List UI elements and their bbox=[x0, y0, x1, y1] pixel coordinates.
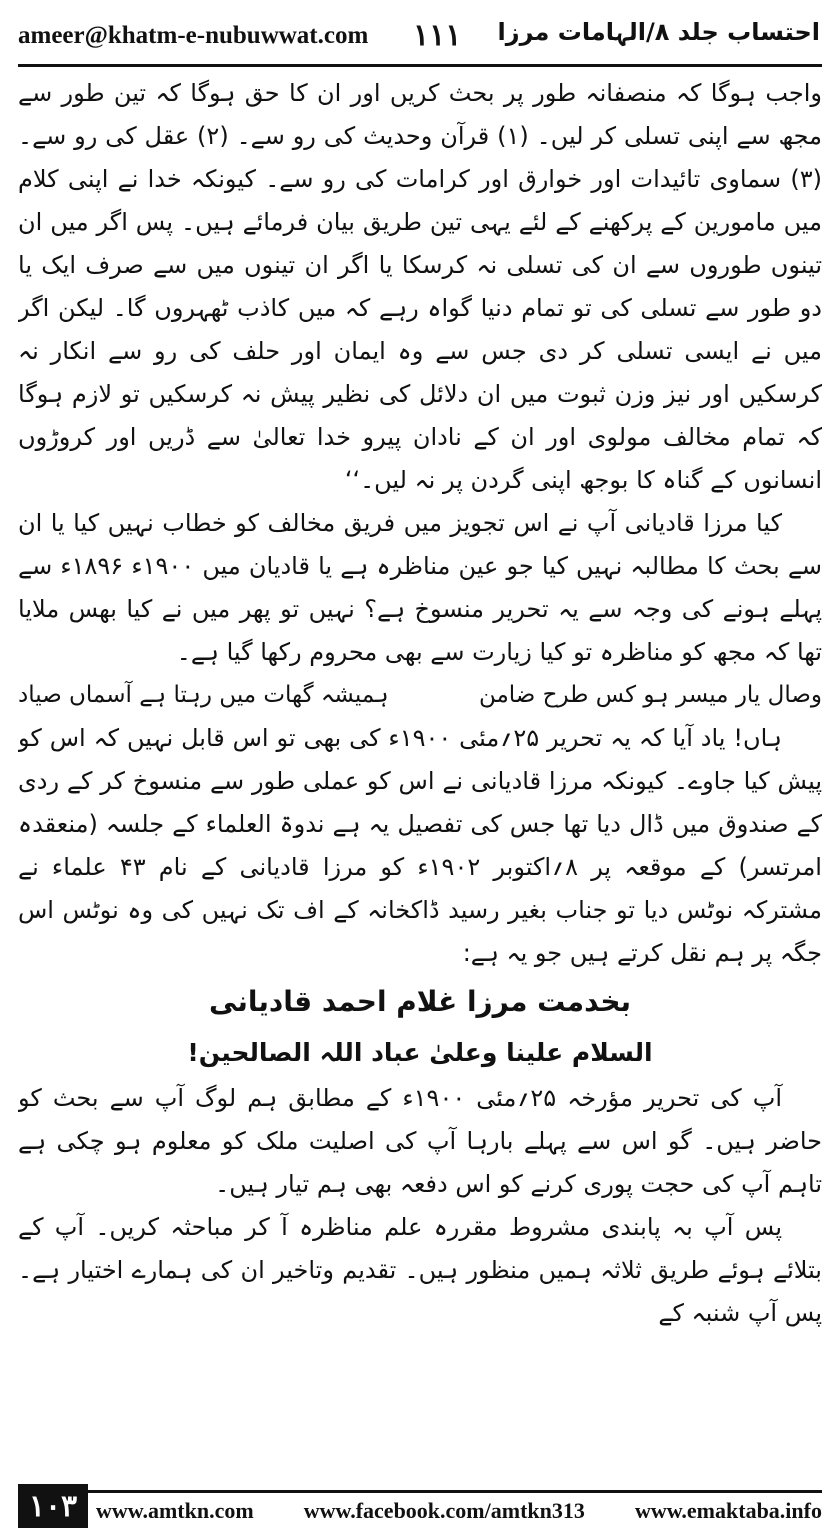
paragraph-3: ہاں! یاد آیا کہ یہ تحریر ۲۵؍مئی ۱۹۰۰ء کی بھی تو اس قابل نہیں کہ اس کو پیش کیا جاوے۔ کیونکہ مرزا قادیانی نے اس کو عملی طور سے منسوخ کر کے ردی کے صندوق میں ڈال دیا تھا جس کی تفصیل یہ ہے ندوۃ العلماء کے جلسہ (منعقدہ امرتسر) کے موقعہ پر ۸؍اکتوبر ۱۹۰۲ء کو مرزا قادیانی کے نام ۴۳ علماء نے مشترکہ نوٹس دیا تو جناب بغیر رسید ڈاکخانہ کے اف تک نہیں کی وہ نوٹس اس جگہ پر ہم نقل کرتے ہیں جو یہ ہے: bbox=[18, 724, 822, 967]
paragraph-5: پس آپ بہ پابندی مشروط مقررہ علم مناظرہ آ کر مباحثہ کریں۔ آپ کے بتلائے ہوئے طریق ثلاثہ ہمیں منظور ہیں۔ تقدیم وتاخیر ان کی ہمارے اختیار ہے۔ پس آپ شنبہ کے bbox=[18, 1213, 822, 1327]
page-footer bbox=[0, 1478, 840, 1540]
header-title: احتساب جلد ۸/الہامات مرزا bbox=[497, 18, 820, 46]
header-page-marker: ۱۱۱ bbox=[413, 19, 462, 52]
page-header bbox=[0, 0, 840, 70]
paragraph-1: واجب ہوگا کہ منصفانہ طور پر بحث کریں اور ان کا حق ہوگا کہ تین طور سے مجھ سے اپنی تسلی کر لیں۔ (۱) قرآن وحدیث کی رو سے۔ (۲) عقل کی رو سے۔ (۳) سماوی تائیدات اور خوارق اور کرامات کی رو سے۔ کیونکہ خدا نے اپنی کلام میں مامورین کے پرکھنے کے لئے یہی تین طریق بیان فرمائے ہیں۔ پس اگر میں ان تینوں طوروں سے ان کی تسلی نہ کرسکا یا اگر ان تینوں میں سے صرف ایک یا دو طور سے تسلی کی تو تمام دنیا گواہ رہے کہ میں کاذب ٹھہروں گا۔ لیکن اگر میں نے ایسی تسلی کر دی جس سے وہ ایمان اور حلف کی رو سے انکار نہ کرسکیں اور نیز وزن ثبوت میں ان دلائل کی نظیر پیش نہ کرسکیں تو لازم ہوگا کہ تمام مخالف مولوی اور ان کے نادان پیرو خدا تعالیٰ سے ڈریں اور کروڑوں انسانوں کے گناہ کا بوجھ اپنی گردن پر نہ لیں۔‘‘ bbox=[18, 79, 822, 494]
footer-links bbox=[96, 1498, 822, 1524]
header-divider bbox=[18, 64, 822, 67]
footer-divider bbox=[88, 1490, 822, 1493]
verse-second-half: ہمیشہ گھات میں رہتا ہے آسماں صیاد bbox=[18, 682, 389, 708]
paragraph-4: آپ کی تحریر مؤرخہ ۲۵؍مئی ۱۹۰۰ء کے مطابق ہم لوگ آپ سے بحث کو حاضر ہیں۔ گو اس سے پہلے بارہا آپ کی اصلیت ملک کو معلوم ہو چکی ہے تاہم آپ کی حجت پوری کرنے کو اس دفعہ بھی ہم تیار ہیں۔ bbox=[18, 1084, 822, 1198]
page-number-badge: ۱۰۳ bbox=[18, 1484, 88, 1528]
verse-first-half: وصال یار میسر ہو کس طرح ضامن bbox=[478, 682, 822, 708]
notice-salutation: السلام علینا وعلیٰ عباد اللہ الصالحین! bbox=[187, 1038, 653, 1067]
footer-link-emaktaba[interactable]: www.emaktaba.info bbox=[634, 1498, 822, 1523]
page-content bbox=[18, 72, 822, 1470]
header-email: ameer@khatm-e-nubuwwat.com bbox=[18, 22, 369, 49]
poetry-verse bbox=[18, 674, 822, 717]
paragraph-2: کیا مرزا قادیانی آپ نے اس تجویز میں فریق مخالف کو خطاب نہیں کیا یا ان سے بحث کا مطالبہ نہیں کیا جو عین مناظرہ ہے یا قادیان میں ۱۹۰۰ء ۱۸۹۶ء سے پہلے ہونے کی وجہ سے یہ تحریر منسوخ ہے؟ نہیں تو پھر میں نے کیا بھس ملایا تھا کہ مجھ کو مناظرہ تو کیا زیارت سے بھی محروم رکھا گیا ہے۔ bbox=[18, 509, 822, 666]
footer-link-amtkn[interactable]: www.amtkn.com bbox=[96, 1498, 254, 1523]
footer-link-facebook[interactable]: www.facebook.com/amtkn313 bbox=[303, 1498, 585, 1523]
notice-heading: بخدمت مرزا غلام احمد قادیانی bbox=[208, 985, 632, 1018]
